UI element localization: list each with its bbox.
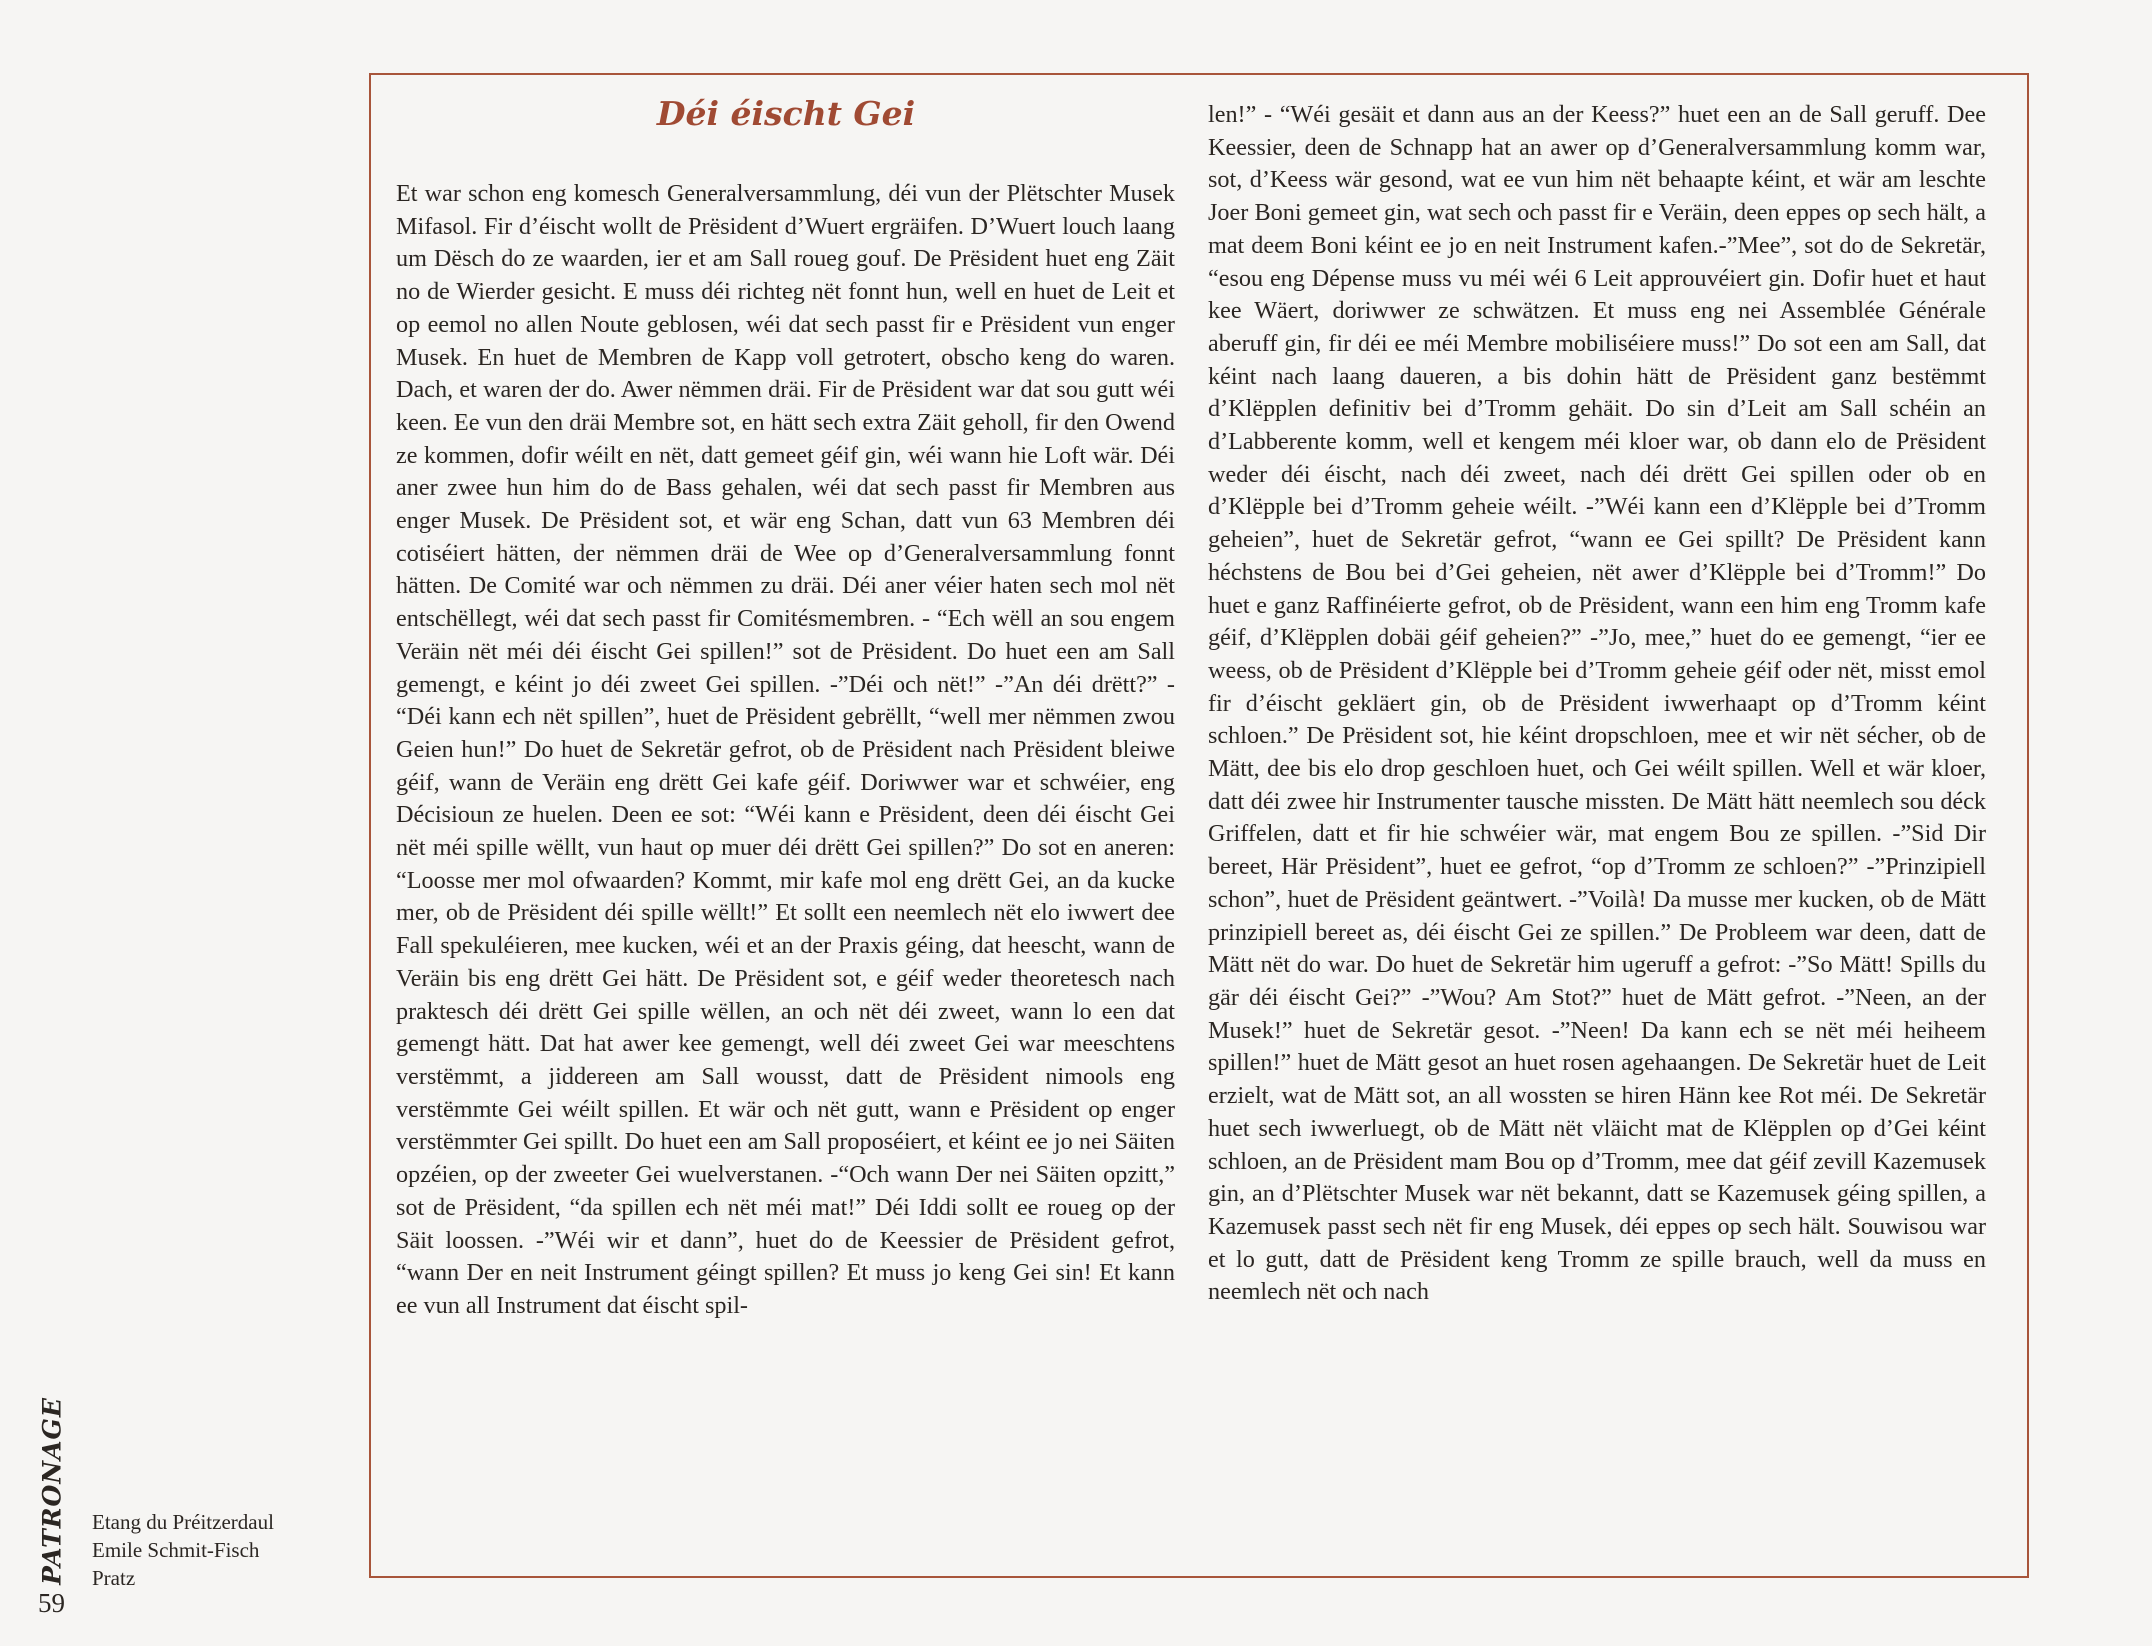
- photo-credits: [92, 1508, 362, 1592]
- page-number: 59: [38, 1588, 65, 1618]
- credit-line: Etang du Préitzerdaul: [92, 1510, 274, 1534]
- column-text: len!” - “Wéi gesäit et dann aus an der Keess?” huet een an de Sall geruff. Dee Keessier, deen de Schnapp hat an awer op d’Generalversammlung komm war, sot, d’Keess wär gesond, wat ee vun him nët behaapte kéint, et wär am leschte Joer Boni gemeet gin, wat sech och passt fir e Veräin, deen eppes op sech hält, a mat deem Boni kéint ee jo en neit Instrument kafen.-”Mee”, sot do de Sekretär, “esou eng Dépense muss vu méi wéi 6 Leit approuvéiert gin. Dofir huet et haut kee Wäert, doriwwer ze schwätzen. Et muss eng nei Assemblée Générale aberuff gin, fir déi ee méi Membre mobiliséiere muss!” Do sot een am Sall, dat kéint nach laang daueren, a bis dohin hätt de Prësident ganz bestëmmt d’Klëpplen definitiv bei d’Tromm gehäit. Do sin d’Leit am Sall schéin an d’Labberente komm, well et kengem méi kloer war, ob dann elo de Prësident weder déi éischt, nach déi zweet, nach déi drëtt Gei spillen oder ob en d’Klëpple bei d’Tromm geheie wéilt. -”Wéi kann een d’Klëpple bei d’Tromm geheien”, huet de Sekretär gefrot, “wann ee Gei spillt? De Prësident kann héchstens de Bou bei d’Gei geheien, nët awer d’Klëpple bei d’Tromm!” Do huet e ganz Raffinéierte gefrot, ob de Prësident, wann een him eng Tromm kafe géif, d’Klëpplen dobäi géif geheien?” -”Jo, mee,” huet do ee gemengt, “ier ee weess, ob de Prësident d’Klëpple bei d’Tromm geheie géif oder nët, misst emol fir d’éischt gekläert gin, ob de Prësident iwwerhaapt op d’Tromm kéint schloen.” De Prësident sot, hie kéint dropschloen, mee et wir nët sécher, ob de Mätt, dee bis elo drop geschloen huet, och Gei wéilt spillen. Well et wär kloer, datt déi zwee hir Instrumenter tausche missten. De Mätt hätt neemlech sou déck Griffelen, datt et fir hie schwéier wär, mat engem Bou ze spillen. -”Sid Dir bereet, Här Prësident”, huet ee gefrot, “op d’Tromm ze schloen?” -”Prinzipiell schon”, huet de Prësident geäntwert. -”Voilà! Da musse mer kucken, ob de Mätt prinzipiell bereet as, déi éischt Gei ze spillen.” De Probleem war deen, datt de Mätt nët do war. Do huet de Sekretär him ugeruff a gefrot: -”So Mätt! Spills du gär déi éischt Gei?” -”Wou? Am Stot?” huet de Mätt gefrot. -”Neen, an der Musek!” huet de Sekretär gesot. -”Neen! Da kann ech se nët méi heiheem spillen!” huet de Mätt gesot an huet rosen agehaangen. De Sekretär huet de Leit erzielt, wat de Mätt sot, an all wossten se hiren Hänn kee Rot méi. De Sekretär huet sech iwwerluegt, ob de Mätt nët vläicht mat de Klëpplen op d’Gei kéint schloen, an de Prësident mam Bou op d’Tromm, mee dat géif zevill Kazemusek gin, an d’Plëtschter Musek war nët bekannt, datt se Kazemusek géing spillen, a Kazemusek passt sech nët fir eng Musek, déi eppes op sech hält. Souwisou war et lo gutt, datt de Prësident keng Tromm ze spille brauch, well da muss en neemlech nët och nach: [1208, 101, 1986, 1306]
- article-title: Déi éischt Gei: [656, 94, 916, 133]
- section-label: [37, 1397, 67, 1585]
- credit-line: Emile Schmit-Fisch: [92, 1538, 260, 1562]
- section-label-text: PATRONAGE: [37, 1397, 67, 1585]
- column-text: Et war schon eng komesch Generalversammlung, déi vun der Plëtschter Musek Mifasol. Fir d’éischt wollt de Prësident d’Wuert ergräifen. D’Wuert louch laang um Dësch do ze waarden, ier et am Sall roueg gouf. De Prësident huet eng Zäit no de Wierder gesicht. E muss déi richteg nët fonnt hun, well en huet de Leit et op eemol no allen Noute geblosen, wéi dat sech passt fir e Prësident vun enger Musek. En huet de Membren de Kapp voll getrotert, obscho keng do waren. Dach, et waren der do. Awer nëmmen dräi. Fir de Prësident war dat sou gutt wéi keen. Ee vun den dräi Membre sot, en hätt sech extra Zäit geholl, fir den Owend ze kommen, dofir wéilt en nët, datt gemeet géif gin, wéi wann hie Loft wär. Déi aner zwee hun him do de Bass gehalen, wéi dat sech passt fir Membren aus enger Musek. De Prësident sot, et wär eng Schan, datt vun 63 Membren déi cotiséiert hätten, der nëmmen dräi de Wee op d’Generalversammlung fonnt hätten. De Comité war och nëmmen zu dräi. Déi aner véier haten sech mol nët entschëllegt, wéi dat sech passt fir Comitésmembren. - “Ech wëll an sou engem Veräin nët méi déi éischt Gei spillen!” sot de Prësident. Do huet een am Sall gemengt, e kéint jo déi zweet Gei spillen. -”Déi och nët!” -”An déi drëtt?” - “Déi kann ech nët spillen”, huet de Prësident gebrëllt, “well mer nëmmen zwou Geien hun!” Do huet de Sekretär gefrot, ob de Prësident nach Prësident bleiwe géif, wann de Veräin eng drëtt Gei kafe géif. Doriwwer war et schwéier, eng Décisioun ze huelen. Deen ee sot: “Wéi kann e Prësident, deen déi éischt Gei nët méi spille wëllt, vun haut op muer déi drëtt Gei spillen?” Do sot en aneren: “Loosse mer mol ofwaarden? Kommt, mir kafe mol eng drëtt Gei, an da kucke mer, ob de Prësident déi spille wëllt!” Et sollt een neemlech nët elo iwwert dee Fall spekuléieren, mee kucken, wéi et an der Praxis géing, dat heescht, wann de Veräin bis eng drëtt Gei hätt. De Prësident sot, e géif weder theoretesch nach praktesch déi drëtt Gei spille wëllen, an och nët déi zweet, wann lo een dat gemengt hätt. Dat hat awer kee gemengt, well déi zweet Gei war meeschtens verstëmmt, a jiddereen am Sall wousst, datt de Prësident nimools eng verstëmmte Gei wéilt spillen. Et wär och nët gutt, wann e Prësident op enger verstëmmter Gei spillt. Do huet een am Sall proposéiert, et kéint ee jo nei Säiten opzéien, op der zweeter Gei wuelverstanen. -“Och wann Der nei Säiten opzitt,” sot de Prësident, “da spillen ech nët méi mat!” Déi Iddi sollt ee roueg op der Säit loossen. -”Wéi wir et dann”, huet do de Keessier de Prësident gefrot, “wann Der en neit Instrument géingt spillen? Et muss jo keng Gei sin! Et kann ee vun all Instrument dat éischt spil-: [396, 180, 1175, 1319]
- credit-line: Pratz: [92, 1566, 136, 1590]
- article-column-right: [1208, 99, 1986, 1309]
- article-column-left: [396, 178, 1175, 1323]
